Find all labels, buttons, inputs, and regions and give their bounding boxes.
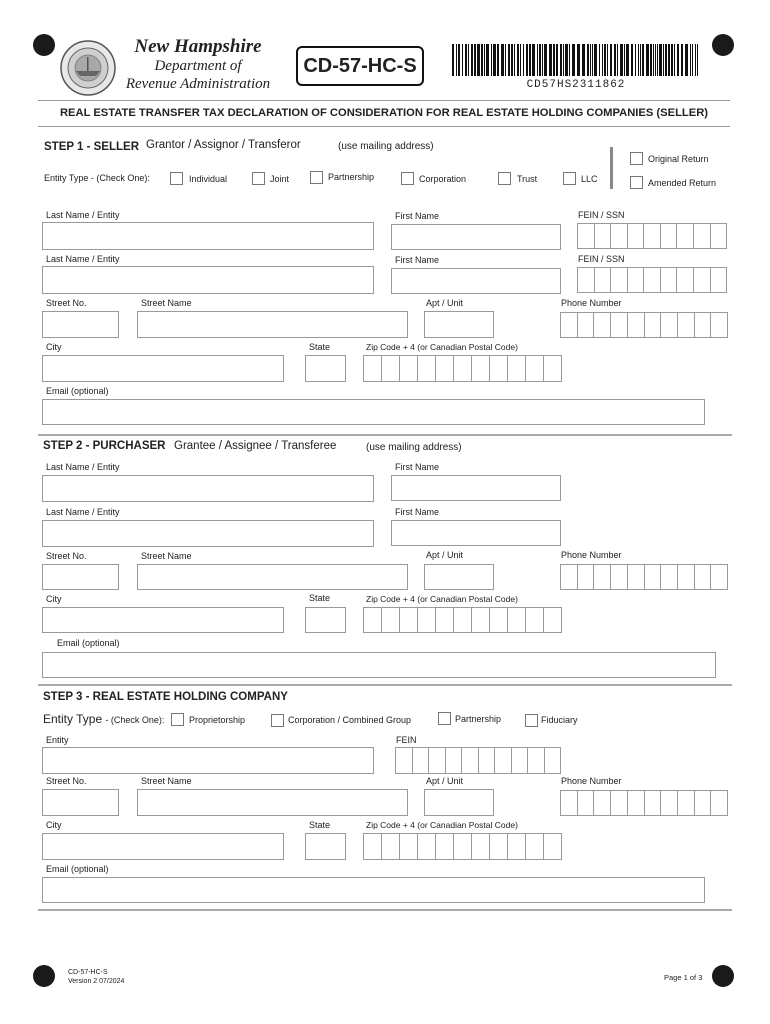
seller1-last-name-label: Last Name / Entity [46,210,120,220]
seller-phone-input[interactable] [560,312,728,338]
seller-email-label: Email (optional) [46,386,109,396]
seller-city-label: City [46,342,62,352]
step3-entity-type-label [43,712,164,726]
footer-version: Version 2 07/2024 [68,978,125,985]
purchaser-state-input[interactable] [305,607,346,633]
entity-joint-label: Joint [270,174,290,184]
entity-corporation-label: Corporation [419,174,467,184]
seller-state-input[interactable] [305,355,346,382]
purchaser2-last-name-label: Last Name / Entity [46,507,120,517]
seller-email-input[interactable] [42,399,705,425]
seller-street-name-input[interactable] [137,311,408,338]
seller-zip-label: Zip Code + 4 (or Canadian Postal Code) [366,342,518,352]
company-fiduciary-checkbox[interactable] [525,714,538,727]
purchaser-zip-input[interactable] [363,607,562,633]
company-zip-input[interactable] [363,833,562,860]
state-seal-icon [60,40,116,96]
company-fein-input[interactable] [395,747,561,774]
company-corporation-checkbox[interactable] [271,714,284,727]
entity-corporation-checkbox[interactable] [401,172,414,185]
registration-mark-bottom-right [712,965,734,987]
step3-entity-type-note: - (Check One): [105,715,165,725]
seller2-last-name-input[interactable] [42,266,374,294]
purchaser2-first-name-label: First Name [395,507,440,517]
seller1-fein-ssn-input[interactable] [577,223,727,249]
company-partnership-checkbox[interactable] [438,712,451,725]
entity-llc-label: LLC [581,174,598,184]
seller-phone-label: Phone Number [561,298,622,308]
step1-bottom-rule [38,434,732,436]
seller-apt-input[interactable] [424,311,494,338]
step1-subheading: Grantor / Assignor / Transferor [146,139,301,151]
dept-line-1: Department of [154,58,242,74]
agency-name [118,36,278,93]
step2-heading: STEP 2 - PURCHASER [43,440,166,452]
purchaser-email-label: Email (optional) [57,638,120,648]
seller-street-no-label: Street No. [46,298,87,308]
header-rule-bottom [38,126,730,127]
seller1-last-name-input[interactable] [42,222,374,250]
purchaser-apt-input[interactable] [424,564,494,590]
company-apt-input[interactable] [424,789,494,816]
entity-individual-label: Individual [189,174,228,184]
purchaser-street-name-input[interactable] [137,564,408,590]
seller1-fein-ssn-label: FEIN / SSN [578,210,625,220]
state-name: New Hampshire [134,36,262,57]
company-fein-label: FEIN [396,735,417,745]
entity-joint-checkbox[interactable] [252,172,265,185]
purchaser-state-label: State [309,593,331,603]
entity-partnership-checkbox[interactable] [310,171,323,184]
step3-bottom-rule [38,909,732,911]
purchaser-city-input[interactable] [42,607,284,633]
company-partnership-label: Partnership [455,714,502,724]
purchaser-street-no-input[interactable] [42,564,119,590]
seller-street-no-input[interactable] [42,311,119,338]
purchaser-city-label: City [46,594,62,604]
company-fiduciary-label: Fiduciary [541,715,578,725]
dept-line-2: Revenue Administration [125,76,271,92]
entity-trust-label: Trust [517,174,538,184]
company-entity-input[interactable] [42,747,374,774]
header-rule-top [38,100,730,101]
step1-heading: STEP 1 - SELLER [44,141,140,153]
company-proprietorship-checkbox[interactable] [171,713,184,726]
step2-subheading: Grantee / Assignee / Transferee [174,440,337,452]
purchaser1-first-name-label: First Name [395,462,440,472]
company-state-label: State [309,820,331,830]
company-corporation-label: Corporation / Combined Group [288,715,412,725]
seller-zip-input[interactable] [363,355,562,382]
form-title: REAL ESTATE TRANSFER TAX DECLARATION OF CONSIDERATION FOR REAL ESTATE HOLDING COMPANIES (SELLER) [59,107,709,119]
company-email-input[interactable] [42,877,705,903]
company-street-name-input[interactable] [137,789,408,816]
barcode [452,44,700,76]
purchaser2-first-name-input[interactable] [391,520,561,546]
footer-page-number: Page 1 of 3 [664,973,703,982]
purchaser2-last-name-input[interactable] [42,520,374,547]
registration-mark-bottom-left [33,965,55,987]
seller-city-input[interactable] [42,355,284,382]
purchaser1-last-name-label: Last Name / Entity [46,462,120,472]
seller1-first-name-input[interactable] [391,224,561,250]
company-street-no-label: Street No. [46,776,87,786]
company-proprietorship-label: Proprietorship [189,715,246,725]
company-phone-label: Phone Number [561,776,622,786]
barcode-text: CD57HS2311862 [526,79,626,91]
company-street-no-input[interactable] [42,789,119,816]
original-return-label: Original Return [648,154,709,164]
form-id: CD-57-HC-S [303,54,417,77]
purchaser-email-input[interactable] [42,652,716,678]
company-state-input[interactable] [305,833,346,860]
step3-entity-type-title: Entity Type [43,712,103,726]
return-type-divider [610,147,613,189]
purchaser-phone-label: Phone Number [561,550,622,560]
seller2-first-name-input[interactable] [391,268,561,294]
company-phone-input[interactable] [560,790,728,816]
seller-street-name-label: Street Name [141,298,192,308]
step2-mailing-note: (use mailing address) [366,442,462,453]
seller-apt-label: Apt / Unit [426,298,464,308]
company-city-label: City [46,820,62,830]
amended-return-label: Amended Return [648,178,717,188]
purchaser-street-no-label: Street No. [46,551,87,561]
company-email-label: Email (optional) [46,864,109,874]
seller2-last-name-label: Last Name / Entity [46,254,120,264]
step3-heading: STEP 3 - REAL ESTATE HOLDING COMPANY [43,691,288,703]
purchaser-zip-label: Zip Code + 4 (or Canadian Postal Code) [366,594,518,604]
entity-partnership-label: Partnership [328,172,375,182]
company-street-name-label: Street Name [141,776,192,786]
seller2-fein-ssn-input[interactable] [577,267,727,293]
step1-entity-type-label: Entity Type - (Check One): [44,173,150,183]
amended-return-checkbox[interactable] [630,176,643,189]
company-apt-label: Apt / Unit [426,776,464,786]
seller2-fein-ssn-label: FEIN / SSN [578,254,625,264]
seller-state-label: State [309,342,331,352]
original-return-checkbox[interactable] [630,152,643,165]
registration-mark-top-right [712,34,734,56]
entity-llc-checkbox[interactable] [563,172,576,185]
entity-individual-checkbox[interactable] [170,172,183,185]
footer-form-id: CD-57-HC-S [68,969,108,976]
seller1-first-name-label: First Name [395,211,440,221]
step1-mailing-note: (use mailing address) [338,141,434,152]
purchaser1-last-name-input[interactable] [42,475,374,502]
form-id-box [296,46,424,86]
footer-form-info [68,968,124,986]
entity-trust-checkbox[interactable] [498,172,511,185]
step2-bottom-rule [38,684,732,686]
company-city-input[interactable] [42,833,284,860]
purchaser-street-name-label: Street Name [141,551,192,561]
registration-mark-top-left [33,34,55,56]
purchaser1-first-name-input[interactable] [391,475,561,501]
seller2-first-name-label: First Name [395,255,440,265]
purchaser-phone-input[interactable] [560,564,728,590]
purchaser-apt-label: Apt / Unit [426,550,464,560]
company-zip-label: Zip Code + 4 (or Canadian Postal Code) [366,820,518,830]
company-entity-label: Entity [46,735,69,745]
